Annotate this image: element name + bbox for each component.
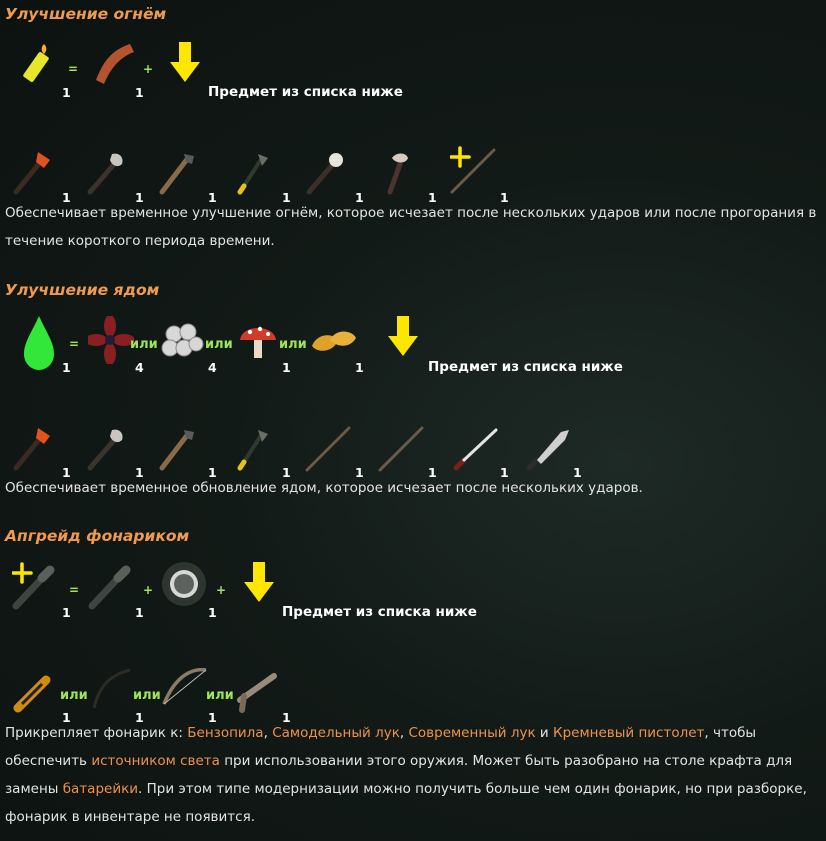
arrow-down-icon xyxy=(170,42,202,84)
desc-text: , xyxy=(399,725,409,741)
quantity: 1 xyxy=(355,465,364,480)
climbing-axe-icon[interactable] xyxy=(232,148,280,196)
lighter-icon xyxy=(14,40,60,88)
quantity: 1 xyxy=(62,190,71,205)
flashlight-upgrade-title: Апгрейд фонариком xyxy=(5,527,190,545)
desc-text: и xyxy=(535,725,553,741)
chainsaw-link[interactable]: Бензопила xyxy=(187,725,264,741)
flashlight-upgrade-description xyxy=(5,719,817,831)
quantity: 1 xyxy=(428,190,437,205)
arrow-icon[interactable] xyxy=(305,424,353,472)
bone-mace-icon[interactable] xyxy=(378,148,426,196)
modern-bow-link[interactable]: Современный лук xyxy=(408,725,536,741)
modern-axe-icon[interactable] xyxy=(12,148,60,196)
battery-link[interactable]: батарейки xyxy=(62,781,139,797)
desc-text: , чтобы обеспечить xyxy=(5,725,757,769)
twinberry-flower-icon xyxy=(88,316,134,364)
quantity: 1 xyxy=(208,605,217,620)
fire-upgrade-description: Обеспечивает временное улучшение огнём, которое исчезает после нескольких ударов или после прогорания в течение короткого периода времени. xyxy=(5,205,817,249)
poison-upgrade-title: Улучшение ядом xyxy=(5,281,160,299)
light-source-link[interactable]: источником света xyxy=(91,753,220,769)
flashlight-icon xyxy=(88,562,136,610)
fire-upgrade-title: Улучшение огнём xyxy=(5,5,167,23)
or-label: или xyxy=(133,688,161,703)
stick-with-plus-icon[interactable] xyxy=(450,146,500,196)
modern-axe-icon[interactable] xyxy=(12,424,60,472)
quantity: 1 xyxy=(135,85,144,100)
quantity: 1 xyxy=(573,465,582,480)
equals-sign: = xyxy=(69,337,80,351)
quantity: 1 xyxy=(62,605,71,620)
quantity: 1 xyxy=(208,190,217,205)
quantity: 1 xyxy=(500,190,509,205)
duct-tape-icon xyxy=(160,560,210,610)
quantity: 1 xyxy=(135,710,144,725)
quantity: 1 xyxy=(500,465,509,480)
club-icon[interactable] xyxy=(305,148,353,196)
plus-sign: + xyxy=(143,62,154,76)
quantity: 1 xyxy=(282,190,291,205)
katana-icon[interactable] xyxy=(452,424,500,472)
flintlock-pistol-icon[interactable] xyxy=(234,668,282,716)
arrow-down-icon xyxy=(244,562,276,604)
desc-text: . При этом типе модернизации можно получить больше чем один фонарик, но при разборке, фонарик в инвентаре не появится. xyxy=(5,781,807,825)
equals-sign: = xyxy=(68,62,79,76)
stone-axe-icon[interactable] xyxy=(86,148,134,196)
flashlight-with-plus-icon xyxy=(12,562,62,612)
arrow-down-icon xyxy=(388,316,420,358)
item-from-list-note: Предмет из списка ниже xyxy=(428,359,623,375)
chainsaw-icon[interactable] xyxy=(12,668,60,716)
quantity: 4 xyxy=(135,360,144,375)
desc-text: Прикрепляет фонарик к: xyxy=(5,725,188,741)
quantity: 1 xyxy=(62,710,71,725)
desc-text: при использовании этого оружия. Может быть разобрано на столе крафта для замены xyxy=(5,753,793,797)
or-label: или xyxy=(130,337,158,352)
spear-icon[interactable] xyxy=(378,424,426,472)
quantity: 1 xyxy=(282,360,291,375)
or-label: или xyxy=(205,337,233,352)
quantity: 1 xyxy=(135,190,144,205)
quantity: 1 xyxy=(62,465,71,480)
plus-sign: + xyxy=(143,583,154,597)
snowberries-icon xyxy=(160,318,206,362)
poison-upgrade-description: Обеспечивает временное обновление ядом, которое исчезает после нескольких ударов. xyxy=(5,480,643,496)
quantity: 1 xyxy=(135,605,144,620)
quantity: 1 xyxy=(62,360,71,375)
climbing-axe-icon[interactable] xyxy=(232,424,280,472)
desc-text: , xyxy=(263,725,273,741)
quantity: 1 xyxy=(208,710,217,725)
poison-drop-icon xyxy=(24,316,56,372)
or-label: или xyxy=(279,337,307,352)
quantity: 1 xyxy=(208,465,217,480)
flintlock-pistol-link[interactable]: Кремневый пистолет xyxy=(553,725,705,741)
quantity: 1 xyxy=(62,85,71,100)
craft-bow-link[interactable]: Самодельный лук xyxy=(272,725,400,741)
quantity: 1 xyxy=(282,710,291,725)
plus-sign: + xyxy=(216,583,227,597)
or-label: или xyxy=(206,688,234,703)
quantity: 1 xyxy=(355,360,364,375)
or-label: или xyxy=(60,688,88,703)
modern-bow-icon[interactable] xyxy=(160,668,210,716)
quantity: 1 xyxy=(355,190,364,205)
quantity: 4 xyxy=(208,360,217,375)
quantity: 1 xyxy=(282,465,291,480)
item-from-list-note: Предмет из списка ниже xyxy=(282,604,477,620)
craft-axe-icon[interactable] xyxy=(158,148,206,196)
chanterelle-mushroom-icon xyxy=(308,322,358,358)
stone-axe-icon[interactable] xyxy=(86,424,134,472)
quantity: 1 xyxy=(428,465,437,480)
cloth-icon xyxy=(90,40,136,88)
item-from-list-note: Предмет из списка ниже xyxy=(208,84,403,100)
equals-sign: = xyxy=(69,583,80,597)
quantity: 1 xyxy=(135,465,144,480)
amanita-mushroom-icon xyxy=(236,318,282,362)
machete-icon[interactable] xyxy=(525,424,573,472)
craft-bow-icon[interactable] xyxy=(88,668,136,716)
craft-axe-icon[interactable] xyxy=(158,424,206,472)
